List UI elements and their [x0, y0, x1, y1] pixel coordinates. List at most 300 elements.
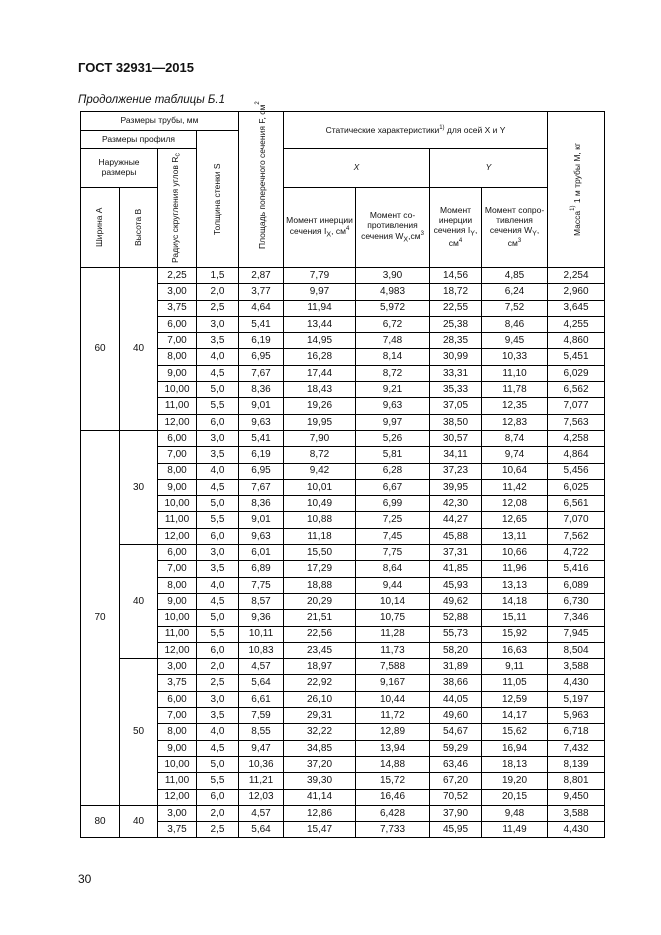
- value-cell: 6,01: [239, 545, 284, 561]
- table-row: [81, 430, 605, 446]
- value-cell: 20,15: [482, 789, 548, 805]
- value-cell: 7,00: [158, 447, 197, 463]
- table-row: [81, 659, 605, 675]
- value-cell: 3,645: [548, 300, 605, 316]
- value-cell: 55,73: [430, 626, 482, 642]
- value-cell: 4,255: [548, 316, 605, 332]
- value-cell: 18,13: [482, 756, 548, 772]
- table-row: [81, 382, 605, 398]
- value-cell: 4,85: [482, 268, 548, 284]
- value-cell: 7,00: [158, 561, 197, 577]
- value-cell: 13,11: [482, 528, 548, 544]
- value-cell: 14,88: [356, 756, 430, 772]
- value-cell: 5,0: [197, 610, 239, 626]
- value-cell: 9,63: [239, 414, 284, 430]
- value-cell: 54,67: [430, 724, 482, 740]
- value-cell: 5,5: [197, 626, 239, 642]
- value-cell: 7,733: [356, 822, 430, 838]
- value-cell: 11,28: [356, 626, 430, 642]
- value-cell: 42,30: [430, 496, 482, 512]
- value-cell: 15,50: [284, 545, 356, 561]
- value-cell: 3,00: [158, 805, 197, 821]
- value-cell: 7,25: [356, 512, 430, 528]
- value-cell: 7,346: [548, 610, 605, 626]
- header-axis-y: Y: [430, 149, 548, 188]
- value-cell: 5,41: [239, 316, 284, 332]
- value-cell: 5,0: [197, 496, 239, 512]
- value-cell: 3,0: [197, 430, 239, 446]
- value-cell: 10,14: [356, 593, 430, 609]
- value-cell: 11,00: [158, 512, 197, 528]
- value-cell: 16,28: [284, 349, 356, 365]
- table-row: [81, 675, 605, 691]
- value-cell: 8,36: [239, 496, 284, 512]
- table-row: [81, 561, 605, 577]
- value-cell: 37,20: [284, 756, 356, 772]
- value-cell: 10,83: [239, 642, 284, 658]
- value-cell: 37,23: [430, 463, 482, 479]
- value-cell: 6,561: [548, 496, 605, 512]
- header-pipe-sizes: Размеры трубы, мм: [81, 112, 239, 131]
- value-cell: 22,92: [284, 675, 356, 691]
- value-cell: 4,0: [197, 724, 239, 740]
- value-cell: 11,10: [482, 365, 548, 381]
- value-cell: 7,48: [356, 333, 430, 349]
- value-cell: 59,29: [430, 740, 482, 756]
- value-cell: 29,31: [284, 708, 356, 724]
- value-cell: 5,416: [548, 561, 605, 577]
- value-cell: 35,33: [430, 382, 482, 398]
- value-cell: 12,35: [482, 398, 548, 414]
- value-cell: 3,0: [197, 691, 239, 707]
- value-cell: 6,19: [239, 447, 284, 463]
- table-row: [81, 300, 605, 316]
- value-cell: 4,864: [548, 447, 605, 463]
- table-row: [81, 756, 605, 772]
- value-cell: 8,74: [482, 430, 548, 446]
- value-cell: 2,0: [197, 805, 239, 821]
- value-cell: 2,5: [197, 675, 239, 691]
- value-cell: 4,430: [548, 822, 605, 838]
- header-inertia-y: Момент инерции сечения $I_Y$, $см^4$: [430, 187, 482, 267]
- value-cell: 18,72: [430, 284, 482, 300]
- table-row: [81, 463, 605, 479]
- value-cell: 4,0: [197, 577, 239, 593]
- value-cell: 7,79: [284, 268, 356, 284]
- width-a-cell: 60: [81, 268, 120, 431]
- value-cell: 33,31: [430, 365, 482, 381]
- value-cell: 25,38: [430, 316, 482, 332]
- data-table: [80, 100, 605, 838]
- value-cell: 5,963: [548, 708, 605, 724]
- value-cell: 37,90: [430, 805, 482, 821]
- value-cell: 12,00: [158, 528, 197, 544]
- table-row: [81, 284, 605, 300]
- value-cell: 7,67: [239, 365, 284, 381]
- value-cell: 4,5: [197, 365, 239, 381]
- value-cell: 2,254: [548, 268, 605, 284]
- value-cell: 21,51: [284, 610, 356, 626]
- table-row: [81, 512, 605, 528]
- value-cell: 8,801: [548, 773, 605, 789]
- value-cell: 15,11: [482, 610, 548, 626]
- value-cell: 9,45: [482, 333, 548, 349]
- table-row: [81, 545, 605, 561]
- value-cell: 4,0: [197, 463, 239, 479]
- table-row: [81, 398, 605, 414]
- value-cell: 11,00: [158, 398, 197, 414]
- value-cell: 8,504: [548, 642, 605, 658]
- table-row: [81, 333, 605, 349]
- value-cell: 22,56: [284, 626, 356, 642]
- value-cell: 3,588: [548, 805, 605, 821]
- value-cell: 12,83: [482, 414, 548, 430]
- value-cell: 5,64: [239, 822, 284, 838]
- value-cell: 12,08: [482, 496, 548, 512]
- value-cell: 5,0: [197, 756, 239, 772]
- value-cell: 7,45: [356, 528, 430, 544]
- value-cell: 12,65: [482, 512, 548, 528]
- value-cell: 3,5: [197, 561, 239, 577]
- value-cell: 9,450: [548, 789, 605, 805]
- value-cell: 8,139: [548, 756, 605, 772]
- value-cell: 6,99: [356, 496, 430, 512]
- value-cell: 6,24: [482, 284, 548, 300]
- value-cell: 14,95: [284, 333, 356, 349]
- value-cell: 9,36: [239, 610, 284, 626]
- value-cell: 5,26: [356, 430, 430, 446]
- header-wall-thickness: Толщина стенки S: [197, 131, 239, 268]
- value-cell: 6,72: [356, 316, 430, 332]
- value-cell: 9,01: [239, 398, 284, 414]
- value-cell: 13,94: [356, 740, 430, 756]
- table-row: [81, 610, 605, 626]
- header-width-a: Ширина A: [81, 187, 120, 267]
- value-cell: 11,05: [482, 675, 548, 691]
- value-cell: 8,00: [158, 463, 197, 479]
- value-cell: 8,14: [356, 349, 430, 365]
- value-cell: 30,57: [430, 430, 482, 446]
- table-row: [81, 626, 605, 642]
- value-cell: 10,01: [284, 479, 356, 495]
- header-resistance-x: Момент со-противления сечения $W_X,см^3$: [356, 187, 430, 267]
- value-cell: 6,562: [548, 382, 605, 398]
- value-cell: 3,77: [239, 284, 284, 300]
- value-cell: 4,5: [197, 740, 239, 756]
- value-cell: 7,00: [158, 708, 197, 724]
- value-cell: 9,00: [158, 479, 197, 495]
- height-b-cell: 40: [120, 268, 158, 431]
- value-cell: 6,61: [239, 691, 284, 707]
- value-cell: 9,42: [284, 463, 356, 479]
- table-row: [81, 740, 605, 756]
- table-row: [81, 708, 605, 724]
- value-cell: 9,167: [356, 675, 430, 691]
- value-cell: 52,88: [430, 610, 482, 626]
- value-cell: 3,00: [158, 659, 197, 675]
- value-cell: 12,59: [482, 691, 548, 707]
- value-cell: 3,5: [197, 708, 239, 724]
- value-cell: 5,197: [548, 691, 605, 707]
- value-cell: 15,92: [482, 626, 548, 642]
- value-cell: 6,28: [356, 463, 430, 479]
- value-cell: 9,63: [356, 398, 430, 414]
- value-cell: 34,11: [430, 447, 482, 463]
- value-cell: 16,63: [482, 642, 548, 658]
- value-cell: 7,563: [548, 414, 605, 430]
- value-cell: 7,90: [284, 430, 356, 446]
- value-cell: 5,5: [197, 512, 239, 528]
- value-cell: 11,73: [356, 642, 430, 658]
- table-row: [81, 528, 605, 544]
- value-cell: 8,64: [356, 561, 430, 577]
- value-cell: 8,46: [482, 316, 548, 332]
- value-cell: 9,63: [239, 528, 284, 544]
- value-cell: 8,00: [158, 724, 197, 740]
- value-cell: 11,72: [356, 708, 430, 724]
- value-cell: 30,99: [430, 349, 482, 365]
- header-height-b: Высота B: [120, 187, 158, 267]
- value-cell: 6,428: [356, 805, 430, 821]
- value-cell: 5,456: [548, 463, 605, 479]
- value-cell: 10,00: [158, 382, 197, 398]
- value-cell: 12,03: [239, 789, 284, 805]
- value-cell: 14,56: [430, 268, 482, 284]
- value-cell: 9,97: [356, 414, 430, 430]
- value-cell: 4,64: [239, 300, 284, 316]
- table-row: [81, 642, 605, 658]
- value-cell: 5,64: [239, 675, 284, 691]
- value-cell: 44,05: [430, 691, 482, 707]
- value-cell: 20,29: [284, 593, 356, 609]
- value-cell: 8,72: [284, 447, 356, 463]
- value-cell: 2,25: [158, 268, 197, 284]
- table-row: [81, 789, 605, 805]
- value-cell: 6,718: [548, 724, 605, 740]
- height-b-cell: 40: [120, 805, 158, 838]
- value-cell: 2,87: [239, 268, 284, 284]
- value-cell: 41,85: [430, 561, 482, 577]
- value-cell: 49,62: [430, 593, 482, 609]
- value-cell: 9,00: [158, 365, 197, 381]
- value-cell: 3,75: [158, 675, 197, 691]
- value-cell: 10,66: [482, 545, 548, 561]
- value-cell: 6,0: [197, 414, 239, 430]
- value-cell: 70,52: [430, 789, 482, 805]
- value-cell: 11,96: [482, 561, 548, 577]
- value-cell: 19,26: [284, 398, 356, 414]
- table-row: [81, 496, 605, 512]
- value-cell: 10,64: [482, 463, 548, 479]
- value-cell: 7,562: [548, 528, 605, 544]
- value-cell: 7,67: [239, 479, 284, 495]
- value-cell: 12,00: [158, 414, 197, 430]
- header-area: Площадь поперечного сечения F, $см^2$: [239, 112, 284, 268]
- header-profile-sizes: Размеры профиля: [81, 131, 197, 149]
- value-cell: 9,00: [158, 593, 197, 609]
- value-cell: 7,00: [158, 333, 197, 349]
- value-cell: 3,5: [197, 333, 239, 349]
- width-a-cell: 80: [81, 805, 120, 838]
- value-cell: 8,00: [158, 349, 197, 365]
- value-cell: 7,070: [548, 512, 605, 528]
- value-cell: 5,451: [548, 349, 605, 365]
- value-cell: 2,960: [548, 284, 605, 300]
- value-cell: 6,025: [548, 479, 605, 495]
- width-a-cell: 70: [81, 430, 120, 805]
- value-cell: 28,35: [430, 333, 482, 349]
- value-cell: 4,722: [548, 545, 605, 561]
- header-outer-sizes: Наружные размеры: [81, 149, 158, 188]
- value-cell: 5,972: [356, 300, 430, 316]
- value-cell: 3,588: [548, 659, 605, 675]
- value-cell: 34,85: [284, 740, 356, 756]
- value-cell: 7,59: [239, 708, 284, 724]
- value-cell: 7,945: [548, 626, 605, 642]
- value-cell: 10,36: [239, 756, 284, 772]
- value-cell: 4,5: [197, 479, 239, 495]
- value-cell: 22,55: [430, 300, 482, 316]
- value-cell: 9,48: [482, 805, 548, 821]
- value-cell: 11,42: [482, 479, 548, 495]
- value-cell: 9,00: [158, 740, 197, 756]
- table-row: [81, 447, 605, 463]
- value-cell: 10,33: [482, 349, 548, 365]
- value-cell: 12,89: [356, 724, 430, 740]
- value-cell: 5,81: [356, 447, 430, 463]
- value-cell: 8,00: [158, 577, 197, 593]
- value-cell: 6,00: [158, 430, 197, 446]
- value-cell: 7,52: [482, 300, 548, 316]
- table-row: [81, 593, 605, 609]
- document-title: ГОСТ 32931—2015: [78, 60, 194, 75]
- value-cell: 9,11: [482, 659, 548, 675]
- value-cell: 11,94: [284, 300, 356, 316]
- value-cell: 7,75: [356, 545, 430, 561]
- value-cell: 3,75: [158, 822, 197, 838]
- value-cell: 39,30: [284, 773, 356, 789]
- table-row: [81, 724, 605, 740]
- value-cell: 6,089: [548, 577, 605, 593]
- value-cell: 67,20: [430, 773, 482, 789]
- table-row: [81, 577, 605, 593]
- value-cell: 3,00: [158, 284, 197, 300]
- table-row: [81, 316, 605, 332]
- table-row: [81, 691, 605, 707]
- value-cell: 2,5: [197, 822, 239, 838]
- value-cell: 6,029: [548, 365, 605, 381]
- table-caption: Продолжение таблицы Б.1: [78, 94, 225, 106]
- header-static-characteristics: Статические характеристики$^{1)}$ для осей X и Y: [284, 112, 548, 149]
- page-number: 30: [78, 872, 92, 886]
- value-cell: 12,86: [284, 805, 356, 821]
- value-cell: 3,90: [356, 268, 430, 284]
- value-cell: 58,20: [430, 642, 482, 658]
- value-cell: 3,75: [158, 300, 197, 316]
- value-cell: 6,95: [239, 349, 284, 365]
- value-cell: 39,95: [430, 479, 482, 495]
- value-cell: 10,00: [158, 610, 197, 626]
- value-cell: 10,49: [284, 496, 356, 512]
- value-cell: 4,983: [356, 284, 430, 300]
- value-cell: 9,47: [239, 740, 284, 756]
- table-row: [81, 349, 605, 365]
- header-corner-radius: Радиус скругления углов $R_c$: [158, 149, 197, 268]
- value-cell: 38,66: [430, 675, 482, 691]
- value-cell: 5,41: [239, 430, 284, 446]
- value-cell: 11,78: [482, 382, 548, 398]
- table-row: [81, 773, 605, 789]
- value-cell: 9,97: [284, 284, 356, 300]
- table-row: [81, 479, 605, 495]
- table-row: [81, 822, 605, 838]
- table-row: [81, 365, 605, 381]
- value-cell: 8,36: [239, 382, 284, 398]
- value-cell: 18,88: [284, 577, 356, 593]
- value-cell: 9,44: [356, 577, 430, 593]
- header-inertia-x: Момент инерции сечения $I_X$, $см^4$: [284, 187, 356, 267]
- value-cell: 11,18: [284, 528, 356, 544]
- value-cell: 3,5: [197, 447, 239, 463]
- value-cell: 23,45: [284, 642, 356, 658]
- value-cell: 17,29: [284, 561, 356, 577]
- value-cell: 49,60: [430, 708, 482, 724]
- value-cell: 9,21: [356, 382, 430, 398]
- value-cell: 15,62: [482, 724, 548, 740]
- table-row: [81, 805, 605, 821]
- value-cell: 4,5: [197, 593, 239, 609]
- height-b-cell: 30: [120, 430, 158, 544]
- value-cell: 2,0: [197, 284, 239, 300]
- height-b-cell: 50: [120, 659, 158, 806]
- value-cell: 31,89: [430, 659, 482, 675]
- value-cell: 15,72: [356, 773, 430, 789]
- value-cell: 4,57: [239, 805, 284, 821]
- table-row: [81, 414, 605, 430]
- value-cell: 10,00: [158, 496, 197, 512]
- value-cell: 12,00: [158, 642, 197, 658]
- value-cell: 6,67: [356, 479, 430, 495]
- value-cell: 18,97: [284, 659, 356, 675]
- value-cell: 41,14: [284, 789, 356, 805]
- value-cell: 14,17: [482, 708, 548, 724]
- value-cell: 4,258: [548, 430, 605, 446]
- value-cell: 4,430: [548, 675, 605, 691]
- value-cell: 32,22: [284, 724, 356, 740]
- value-cell: 6,730: [548, 593, 605, 609]
- value-cell: 6,95: [239, 463, 284, 479]
- value-cell: 5,0: [197, 382, 239, 398]
- value-cell: 6,00: [158, 316, 197, 332]
- header-mass: Масса$^{1)}$ 1 м трубы M, кг: [548, 112, 605, 268]
- value-cell: 37,31: [430, 545, 482, 561]
- value-cell: 16,46: [356, 789, 430, 805]
- value-cell: 10,00: [158, 756, 197, 772]
- value-cell: 19,95: [284, 414, 356, 430]
- value-cell: 6,0: [197, 789, 239, 805]
- value-cell: 4,0: [197, 349, 239, 365]
- value-cell: 10,44: [356, 691, 430, 707]
- value-cell: 6,89: [239, 561, 284, 577]
- value-cell: 8,72: [356, 365, 430, 381]
- value-cell: 11,21: [239, 773, 284, 789]
- header-resistance-y: Момент сопро-тивления сечения $W_Y$, $см^3$: [482, 187, 548, 267]
- value-cell: 16,94: [482, 740, 548, 756]
- value-cell: 10,75: [356, 610, 430, 626]
- value-cell: 6,19: [239, 333, 284, 349]
- value-cell: 6,00: [158, 545, 197, 561]
- value-cell: 5,5: [197, 773, 239, 789]
